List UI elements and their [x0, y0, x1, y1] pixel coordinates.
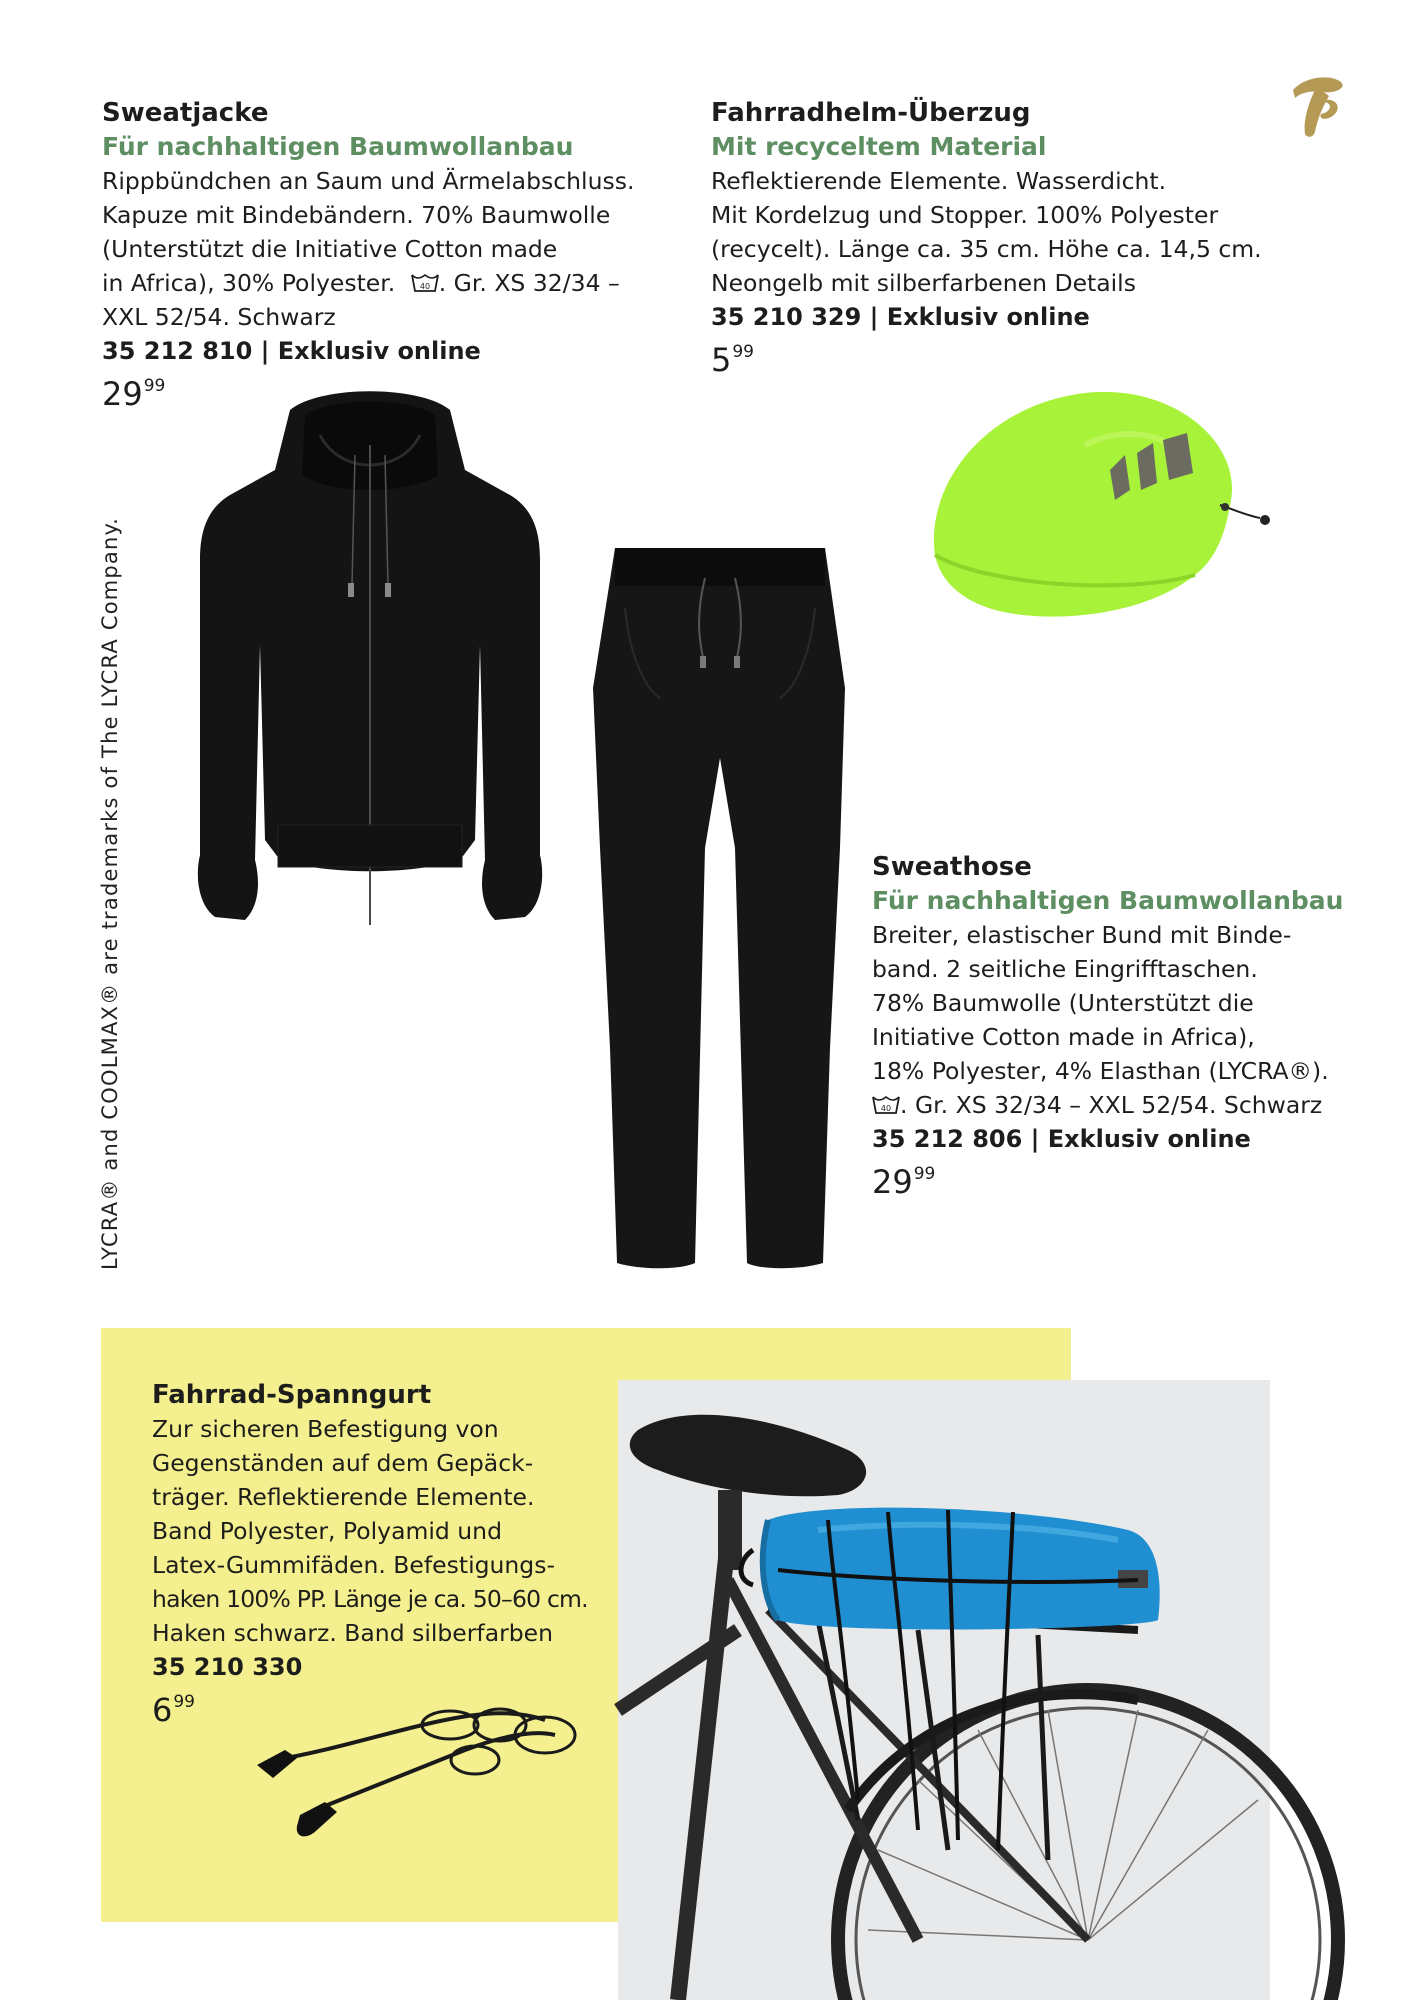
price: $6^{99}$: [152, 1691, 195, 1729]
product-sweatjacke: [102, 96, 662, 420]
product-description: Reflektierende Elemente. Wasserdicht. Mit Kordelzug und Stopper. 100% Polyester (recycelt). Länge ca. 35 cm. Höhe ca. 14,5 cm. Neongelb mit silberfarbenen Details: [711, 167, 1262, 297]
article-number: 35 212 810 | Exklusiv online: [102, 337, 481, 365]
product-description: Rippbündchen an Saum und Ärmelabschluss. Kapuze mit Bindebändern. 70% Baumwolle (Unterstützt die Initiative Cotton made in Africa), 30% Polyester. 40 . Gr. XS 32/34 – XXL 52/54. Schwarz: [102, 167, 635, 331]
spanngurt-image: [255, 1690, 595, 1860]
price: $29^{99}$: [872, 1163, 936, 1201]
sweatjacke-image: [180, 385, 560, 945]
bike-luggage-photo: [618, 1380, 1270, 2000]
trademark-note: LYCRA® and COOLMAX® are trademarks of The LYCRA Company.: [98, 516, 122, 1270]
svg-text:40: 40: [419, 282, 430, 291]
product-sweathose: [872, 850, 1352, 1208]
product-title: Fahrrad-Spanngurt: [152, 1380, 432, 1410]
product-subtitle: Mit recyceltem Material: [711, 132, 1047, 161]
article-number: 35 210 330: [152, 1653, 303, 1681]
product-title: Fahrradhelm-Überzug: [711, 98, 1031, 128]
product-description: Breiter, elastischer Bund mit Binde- band. 2 seitliche Eingrifftaschen. 78% Baumwolle (Unterstützt die Initiative Cotton made in Africa), 18% Polyester, 4% Elasthan (LYCRA®). 40 . Gr. XS 32/34 – XXL 52/54. Schwarz: [872, 921, 1329, 1119]
product-subtitle: Für nachhaltigen Baumwollanbau: [872, 886, 1344, 915]
product-subtitle: Für nachhaltigen Baumwollanbau: [102, 132, 574, 161]
wash-40-icon: [872, 1094, 900, 1116]
sweathose-image: [585, 548, 855, 1270]
article-number: 35 210 329 | Exklusiv online: [711, 303, 1090, 331]
wash-40-icon: [411, 272, 439, 294]
product-title: Sweathose: [872, 852, 1032, 882]
product-spanngurt: [152, 1378, 612, 1736]
product-helmet-cover: [711, 96, 1331, 386]
product-description: Zur sicheren Befestigung von Gegenständen auf dem Gepäck- träger. Reflektierende Elemente. Band Polyester, Polyamid und Latex-Gummifäden. Befestigungs- haken 100% PP. Länge je ca. 50–60 cm. Haken schwarz. Band silberfarben: [152, 1415, 588, 1647]
price: $5^{99}$: [711, 341, 754, 379]
price: $29^{99}$: [102, 375, 166, 413]
helmet-cover-image: [925, 385, 1295, 635]
article-number: 35 212 806 | Exklusiv online: [872, 1125, 1251, 1153]
svg-text:40: 40: [880, 1104, 892, 1113]
product-title: Sweatjacke: [102, 98, 269, 128]
